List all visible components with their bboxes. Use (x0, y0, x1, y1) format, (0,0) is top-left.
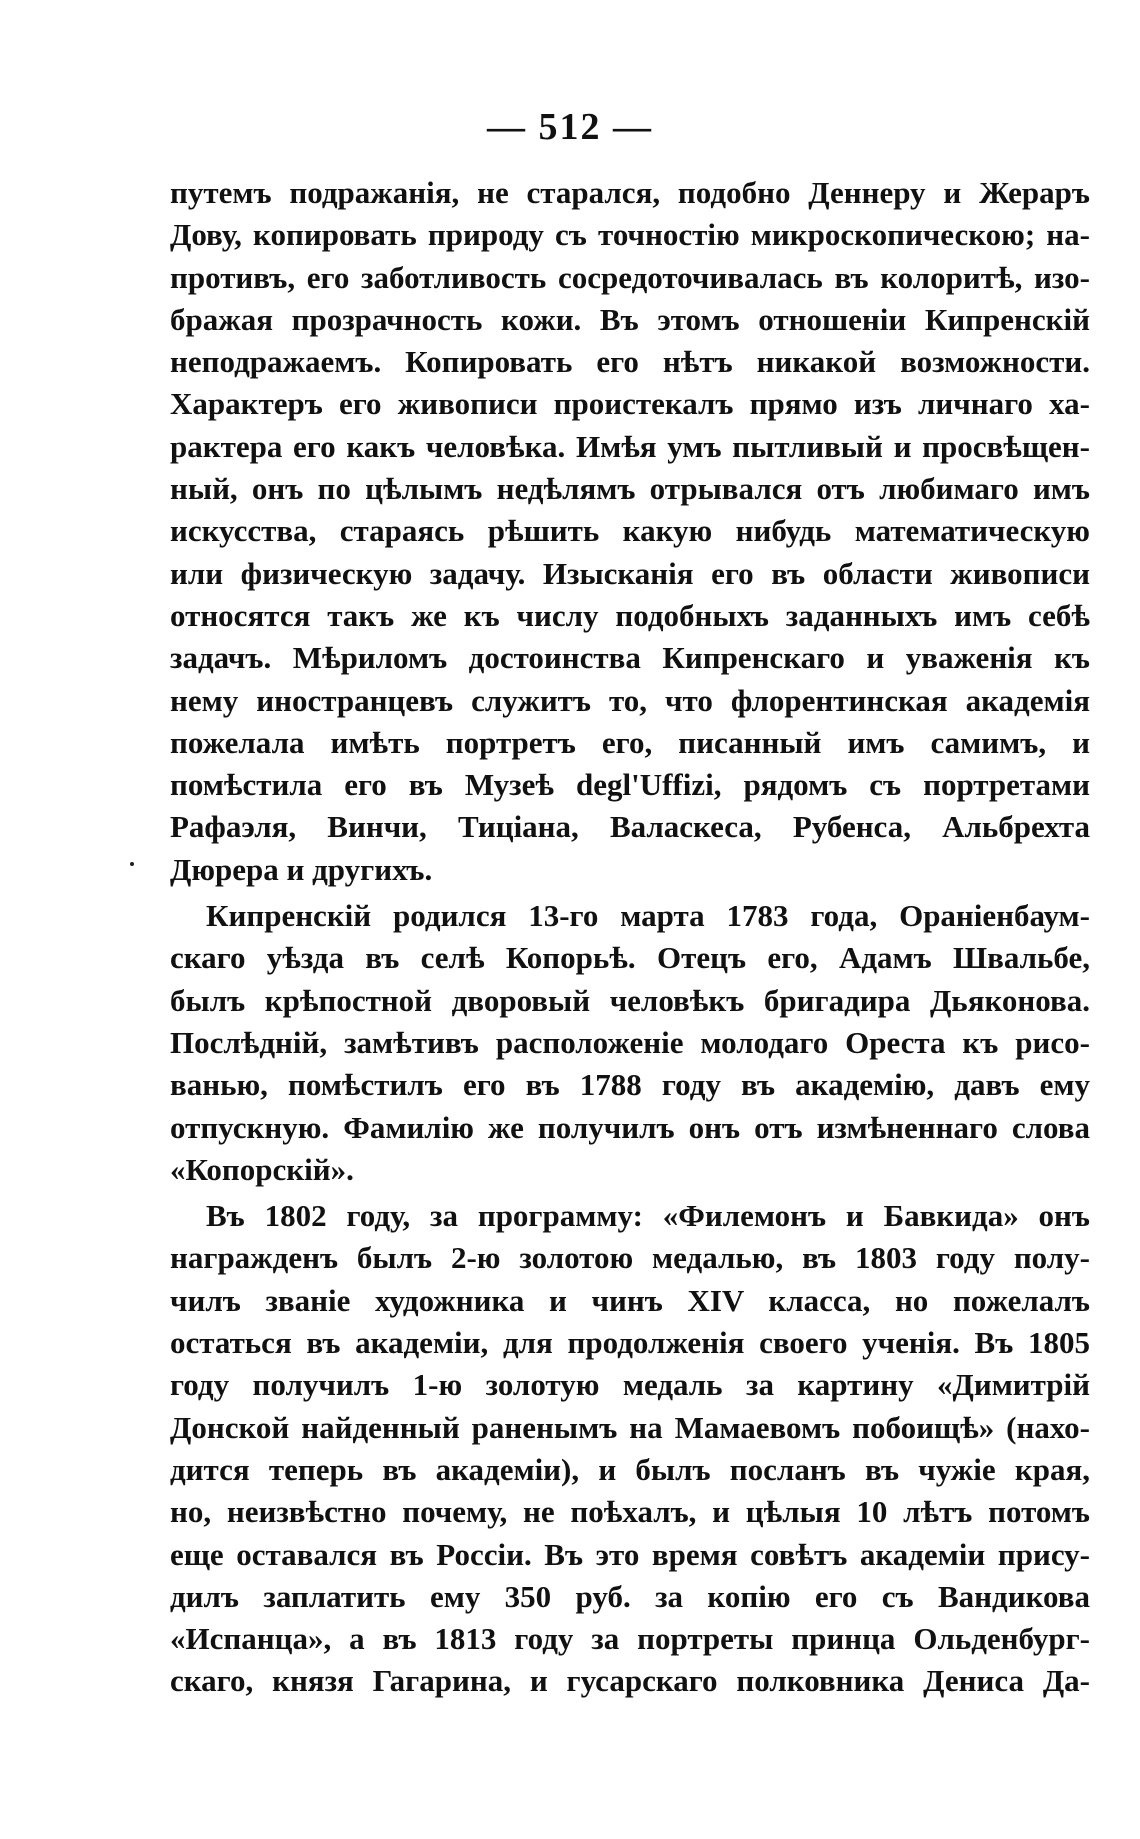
body-text (170, 172, 1090, 1703)
text-line: ванью, помѣстилъ его въ 1788 году въ академію, давъ ему (170, 1067, 1090, 1103)
text-line: Донской найденный раненымъ на Мамаевомъ побоищѣ» (нахо- (170, 1409, 1090, 1445)
text-line: былъ крѣпостной дворовый человѣкъ бригадира Дьяконова. (170, 982, 1090, 1018)
paragraph-3 (170, 1195, 1090, 1703)
text-line: еще оставался въ Россіи. Въ это время совѣтъ академіи прису- (170, 1536, 1090, 1572)
text-line: бражая прозрачность кожи. Въ этомъ отношеніи Кипренскій (170, 301, 1090, 337)
text-line: «Испанца», а въ 1813 году за портреты принца Ольденбург- (170, 1621, 1090, 1657)
paragraph-1 (170, 172, 1090, 891)
text-line: «Копорскій». (170, 1151, 354, 1187)
text-line: пожелала имѣть портретъ его, писанный имъ самимъ, и (170, 724, 1090, 760)
text-line: остаться въ академіи, для продолженія своего ученія. Въ 1805 (170, 1325, 1090, 1361)
text-line: нему иностранцевъ служитъ то, что флорентинская академія (170, 682, 1090, 718)
text-line: чилъ званіе художника и чинъ XIV класса, но пожелалъ (170, 1282, 1090, 1318)
text-line: отпускную. Фамилію же получилъ онъ отъ измѣненнаго слова (170, 1109, 1090, 1145)
text-line: награжденъ былъ 2-ю золотою медалью, въ 1803 году полу- (170, 1240, 1090, 1276)
text-line: Характеръ его живописи проистекалъ прямо изъ личнаго ха- (170, 386, 1090, 422)
text-line: дится теперь въ академіи), и былъ посланъ въ чужіе края, (170, 1451, 1090, 1487)
page-number: — 512 — (487, 106, 653, 148)
text-line: Послѣдній, замѣтивъ расположеніе молодаго Ореста къ рисо- (170, 1024, 1090, 1060)
text-line: или физическую задачу. Изысканія его въ области живописи (170, 555, 1090, 591)
text-line: дилъ заплатить ему 350 руб. за копію его съ Вандикова (170, 1578, 1090, 1614)
text-line: Кипренскій родился 13-го марта 1783 года, Ораніенбаум- (206, 898, 1090, 934)
text-line: скаго уѣзда въ селѣ Копорьѣ. Отецъ его, Адамъ Швальбе, (170, 940, 1090, 976)
text-line: помѣстила его въ Музеѣ degl'Uffizi, рядомъ съ портретами (170, 767, 1090, 803)
ink-speck (130, 862, 134, 866)
text-line: но, неизвѣстно почему, не поѣхалъ, и цѣлыя 10 лѣтъ потомъ (170, 1494, 1090, 1530)
text-line: неподражаемъ. Копировать его нѣтъ никакой возможности. (170, 344, 1090, 380)
text-line: скаго, князя Гагарина, и гусарскаго полковника Дениса Да- (170, 1663, 1090, 1699)
paragraph-2 (170, 895, 1090, 1191)
text-line: относятся такъ же къ числу подобныхъ заданныхъ имъ себѣ (170, 597, 1090, 633)
text-line: путемъ подражанія, не старался, подобно Деннеру и Жераръ (170, 175, 1090, 210)
text-line: рактера его какъ человѣка. Имѣя умъ пытливый и просвѣщен- (170, 428, 1090, 464)
text-line: Дову, копировать природу съ точностію микроскопическою; на- (170, 217, 1090, 253)
text-line: ный, онъ по цѣлымъ недѣлямъ отрывался отъ любимаго имъ (170, 471, 1090, 507)
text-line: Въ 1802 году, за программу: «Филемонъ и Бавкида» онъ (206, 1198, 1090, 1234)
text-line: задачъ. Мѣриломъ достоинства Кипренскаго и уваженія къ (170, 640, 1090, 676)
text-line: противъ, его заботливость сосредоточивалась въ колоритѣ, изо- (170, 259, 1090, 295)
text-line: году получилъ 1-ю золотую медаль за картину «Димитрій (170, 1367, 1090, 1403)
text-line: Рафаэля, Винчи, Тиціана, Валаскеса, Рубенса, Альбрехта (170, 809, 1090, 845)
text-line: Дюрера и другихъ. (170, 851, 433, 887)
text-line: искусства, стараясь рѣшить какую нибудь математическую (170, 513, 1090, 549)
